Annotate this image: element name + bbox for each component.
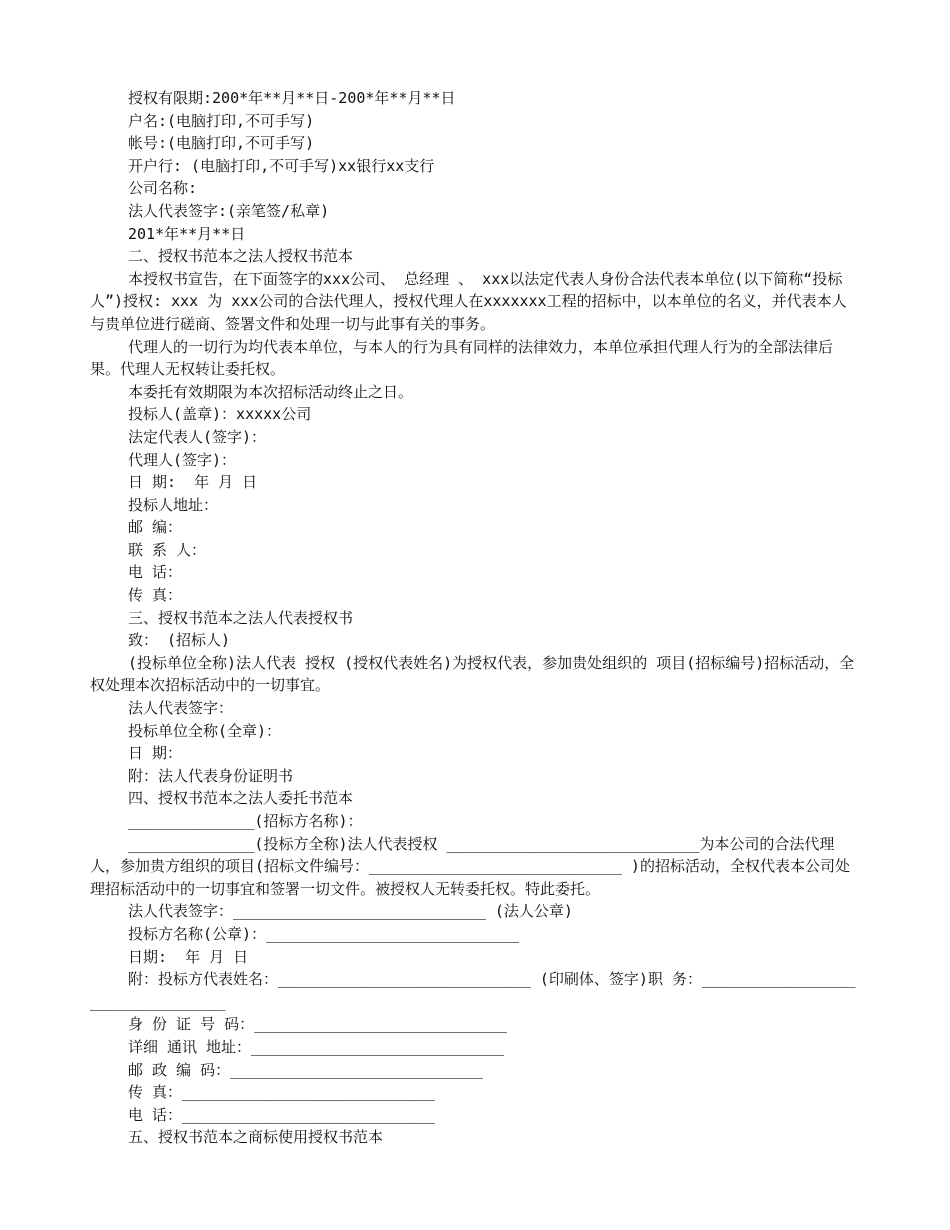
bank-line: 开户行: (电脑打印,不可手写)xx银行xx支行 — [128, 156, 435, 175]
postcode-line: 邮 编： — [128, 518, 183, 537]
bidder-full-name-line: 投标单位全称(全章)： — [128, 721, 282, 740]
phone-line-2: 电 话：____________________________ — [128, 1105, 435, 1124]
phone-line: 电 话： — [128, 563, 183, 582]
bidder-seal-line: 投标人(盖章)：xxxxx公司 — [128, 405, 312, 424]
validity-period-line: 授权有限期:200*年**月**日-200*年**月**日 — [128, 89, 456, 107]
addressee-line: 致： (招标人) — [128, 631, 231, 650]
bidder-seal-name-line: 投标方名称(公章)：____________________________ — [128, 924, 519, 943]
account-name-line: 户名:(电脑打印,不可手写) — [128, 111, 315, 130]
date-line-3: 日期: 年 月 日 — [128, 947, 249, 966]
validity-term-line: 本委托有效期限为本次招标活动终止之日。 — [128, 382, 414, 401]
representative-info-paragraph: 附：投标方代表姓名：____________________________ (印刷体、签字)职 务：________________________________ — [90, 970, 856, 1011]
legal-representative-line: 法定代表人(签字)： — [128, 427, 267, 446]
authorization-paragraph: 本授权书宣告，在下面签字的xxx公司、 总经理 、 xxx以法定代表人身份合法代表本单位(以下简称“投标人”)授权: xxx 为 xxx公司的合法代理人，授权代理人在xxxxxxx工程的招标中，以本单位的名义，并代表本人与贵单位进行磋商、签署文件和处理一切与此事有关的事务。 — [90, 269, 847, 333]
legal-rep-seal-line: 法人代表签字：____________________________ (法人公章) — [128, 902, 573, 921]
date-line: 201*年**月**日 — [128, 224, 246, 243]
section-heading-3: 三、授权书范本之法人代表授权书 — [128, 608, 354, 627]
agent-effect-paragraph: 代理人的一切行为均代表本单位，与本人的行为具有同样的法律效力，本单位承担代理人行为的全部法律后果。代理人无权转让委托权。 — [90, 337, 834, 379]
company-name-line: 公司名称: — [128, 179, 198, 198]
tenderer-name-line: ______________(招标方名称)： — [128, 812, 363, 830]
entrustment-paragraph: ______________(投标方全称)法人代表授权 ____________________________为本公司的合法代理人，参加贵方组织的项目(招标文件编号：____________________________ )的招标活动，全权代表本公司处理招标活动中的一切事宜和签署一切文件。被授权人无转委托权。特此委托。 — [90, 834, 850, 898]
date-field-line: 日 期: 年 月 日 — [128, 473, 258, 492]
section-heading-5: 五、授权书范本之商标使用授权书范本 — [128, 1128, 384, 1147]
section-heading-2: 二、授权书范本之法人授权书范本 — [128, 247, 354, 266]
contact-line: 联 系 人： — [128, 540, 207, 559]
attachment-line: 附：法人代表身份证明书 — [128, 766, 294, 785]
legal-rep-signature-line: 法人代表签字:(亲笔签/私章) — [128, 201, 330, 220]
fax-line: 传 真： — [128, 586, 183, 605]
legal-rep-sign-line: 法人代表签字： — [128, 699, 234, 718]
account-number-line: 帐号:(电脑打印,不可手写) — [128, 134, 315, 153]
bidder-address-line: 投标人地址： — [128, 495, 219, 514]
representative-authorization-paragraph: (投标单位全称)法人代表 授权 (授权代表姓名)为授权代表，参加贵处组织的 项目(招标编号)招标活动，全权处理本次招标活动中的一切事宜。 — [90, 653, 855, 695]
id-number-line: 身 份 证 号 码：____________________________ — [128, 1015, 507, 1034]
date-line-2: 日 期： — [128, 744, 183, 763]
fax-line-2: 传 真：____________________________ — [128, 1083, 435, 1102]
postal-code-line: 邮 政 编 码：____________________________ — [128, 1060, 483, 1079]
mailing-address-line: 详细 通讯 地址：____________________________ — [128, 1037, 504, 1056]
section-heading-4: 四、授权书范本之法人委托书范本 — [128, 789, 354, 808]
agent-signature-line: 代理人(签字)： — [128, 450, 237, 469]
